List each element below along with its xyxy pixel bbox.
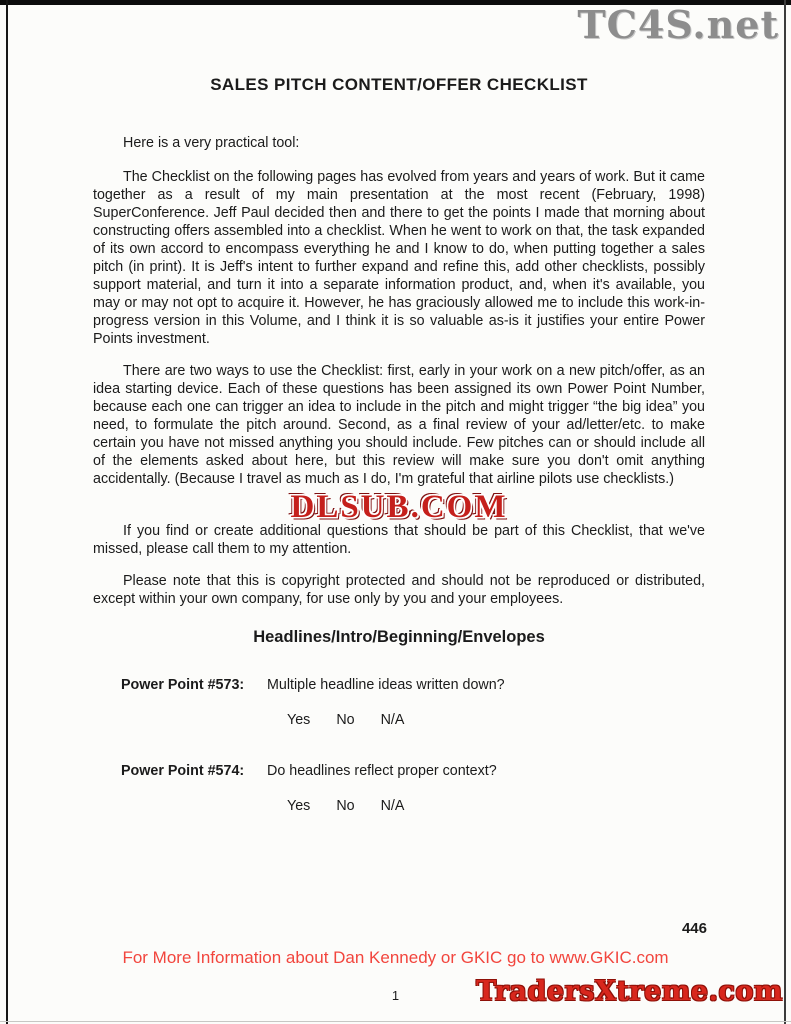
scan-edge-left <box>6 0 8 1024</box>
checklist-question-row <box>93 676 705 694</box>
page-number: 446 <box>681 920 707 937</box>
checklist-question-row <box>93 762 705 780</box>
option-yes: Yes <box>287 798 311 814</box>
paragraph-two-ways: There are two ways to use the Checklist: first, early in your work on a new pitch/offer, as an idea starting device. Each of these questions has been assigned its own Power Point Number, because each one can trigger an idea to include in the pitch and might trigger “the big idea” you need, to formulate the pitch around. Second, as a final review of your ad/letter/etc. to make certain you have not missed anything you should include. Few pitches can or should include all of the elements asked about here, but this review will make sure you don't omit anything accidentally. (Because I travel as much as I do, I'm grateful that airline pilots use checklists.) <box>93 363 705 487</box>
paragraph-additional-questions: If you find or create additional questions that should be part of this Checklist, that we've missed, please call them to my attention. <box>93 523 705 557</box>
dlsub-watermark: DLSUB.COM <box>290 489 508 525</box>
power-point-number-574: Power Point #574: <box>121 763 245 779</box>
document-content <box>93 76 705 848</box>
intro-line: Here is a very practical tool: <box>123 135 300 151</box>
page-title: SALES PITCH CONTENT/OFFER CHECKLIST <box>210 75 588 94</box>
checklist-item-573 <box>93 676 705 729</box>
option-na: N/A <box>380 712 405 728</box>
option-no: No <box>336 712 355 728</box>
tradersxtreme-watermark: TradersXtreme.com <box>476 976 783 1007</box>
tc4s-watermark: TC4S.net <box>577 2 779 47</box>
option-no: No <box>336 798 355 814</box>
footer-page-number: 1 <box>391 988 400 1003</box>
option-na: N/A <box>380 798 405 814</box>
paragraph-checklist-history: The Checklist on the following pages has evolved from years and years of work. But it came together as a result of my main presentation at the most recent (February, 1998) SuperConference. Jeff Paul decided then and there to get the points I made that morning about constructing offers assembled into a checklist. When he went to work on that, the task expanded of its own accord to encompass everything he and I know to do, when putting together a sales pitch (in print). It is Jeff's intent to further expand and refine this, add other checklists, possibly support material, and turn it into a separate information product, and, when it's available, you may or may not opt to acquire it. However, he has graciously allowed me to include this work-in-progress version in this Volume, and I think it is so valuable as-is it justifies your entire Power Points investment. <box>93 169 705 347</box>
power-point-number-573: Power Point #573: <box>121 677 245 693</box>
scan-edge-bottom <box>0 1021 791 1022</box>
power-point-question-573: Multiple headline ideas written down? <box>267 677 505 693</box>
power-point-question-574: Do headlines reflect proper context? <box>267 763 497 779</box>
checklist-item-574 <box>93 762 705 815</box>
paragraph-copyright-notice: Please note that this is copyright protected and should not be reproduced or distributed, except within your own company, for use only by you and your employees. <box>93 573 705 607</box>
answer-options-573 <box>93 711 705 729</box>
section-heading: Headlines/Intro/Beginning/Envelopes <box>253 628 545 646</box>
option-yes: Yes <box>287 712 311 728</box>
answer-options-574 <box>93 797 705 815</box>
scan-edge-right <box>784 0 786 1024</box>
gkic-footer-watermark: For More Information about Dan Kennedy or GKIC go to www.GKIC.com <box>122 948 669 967</box>
